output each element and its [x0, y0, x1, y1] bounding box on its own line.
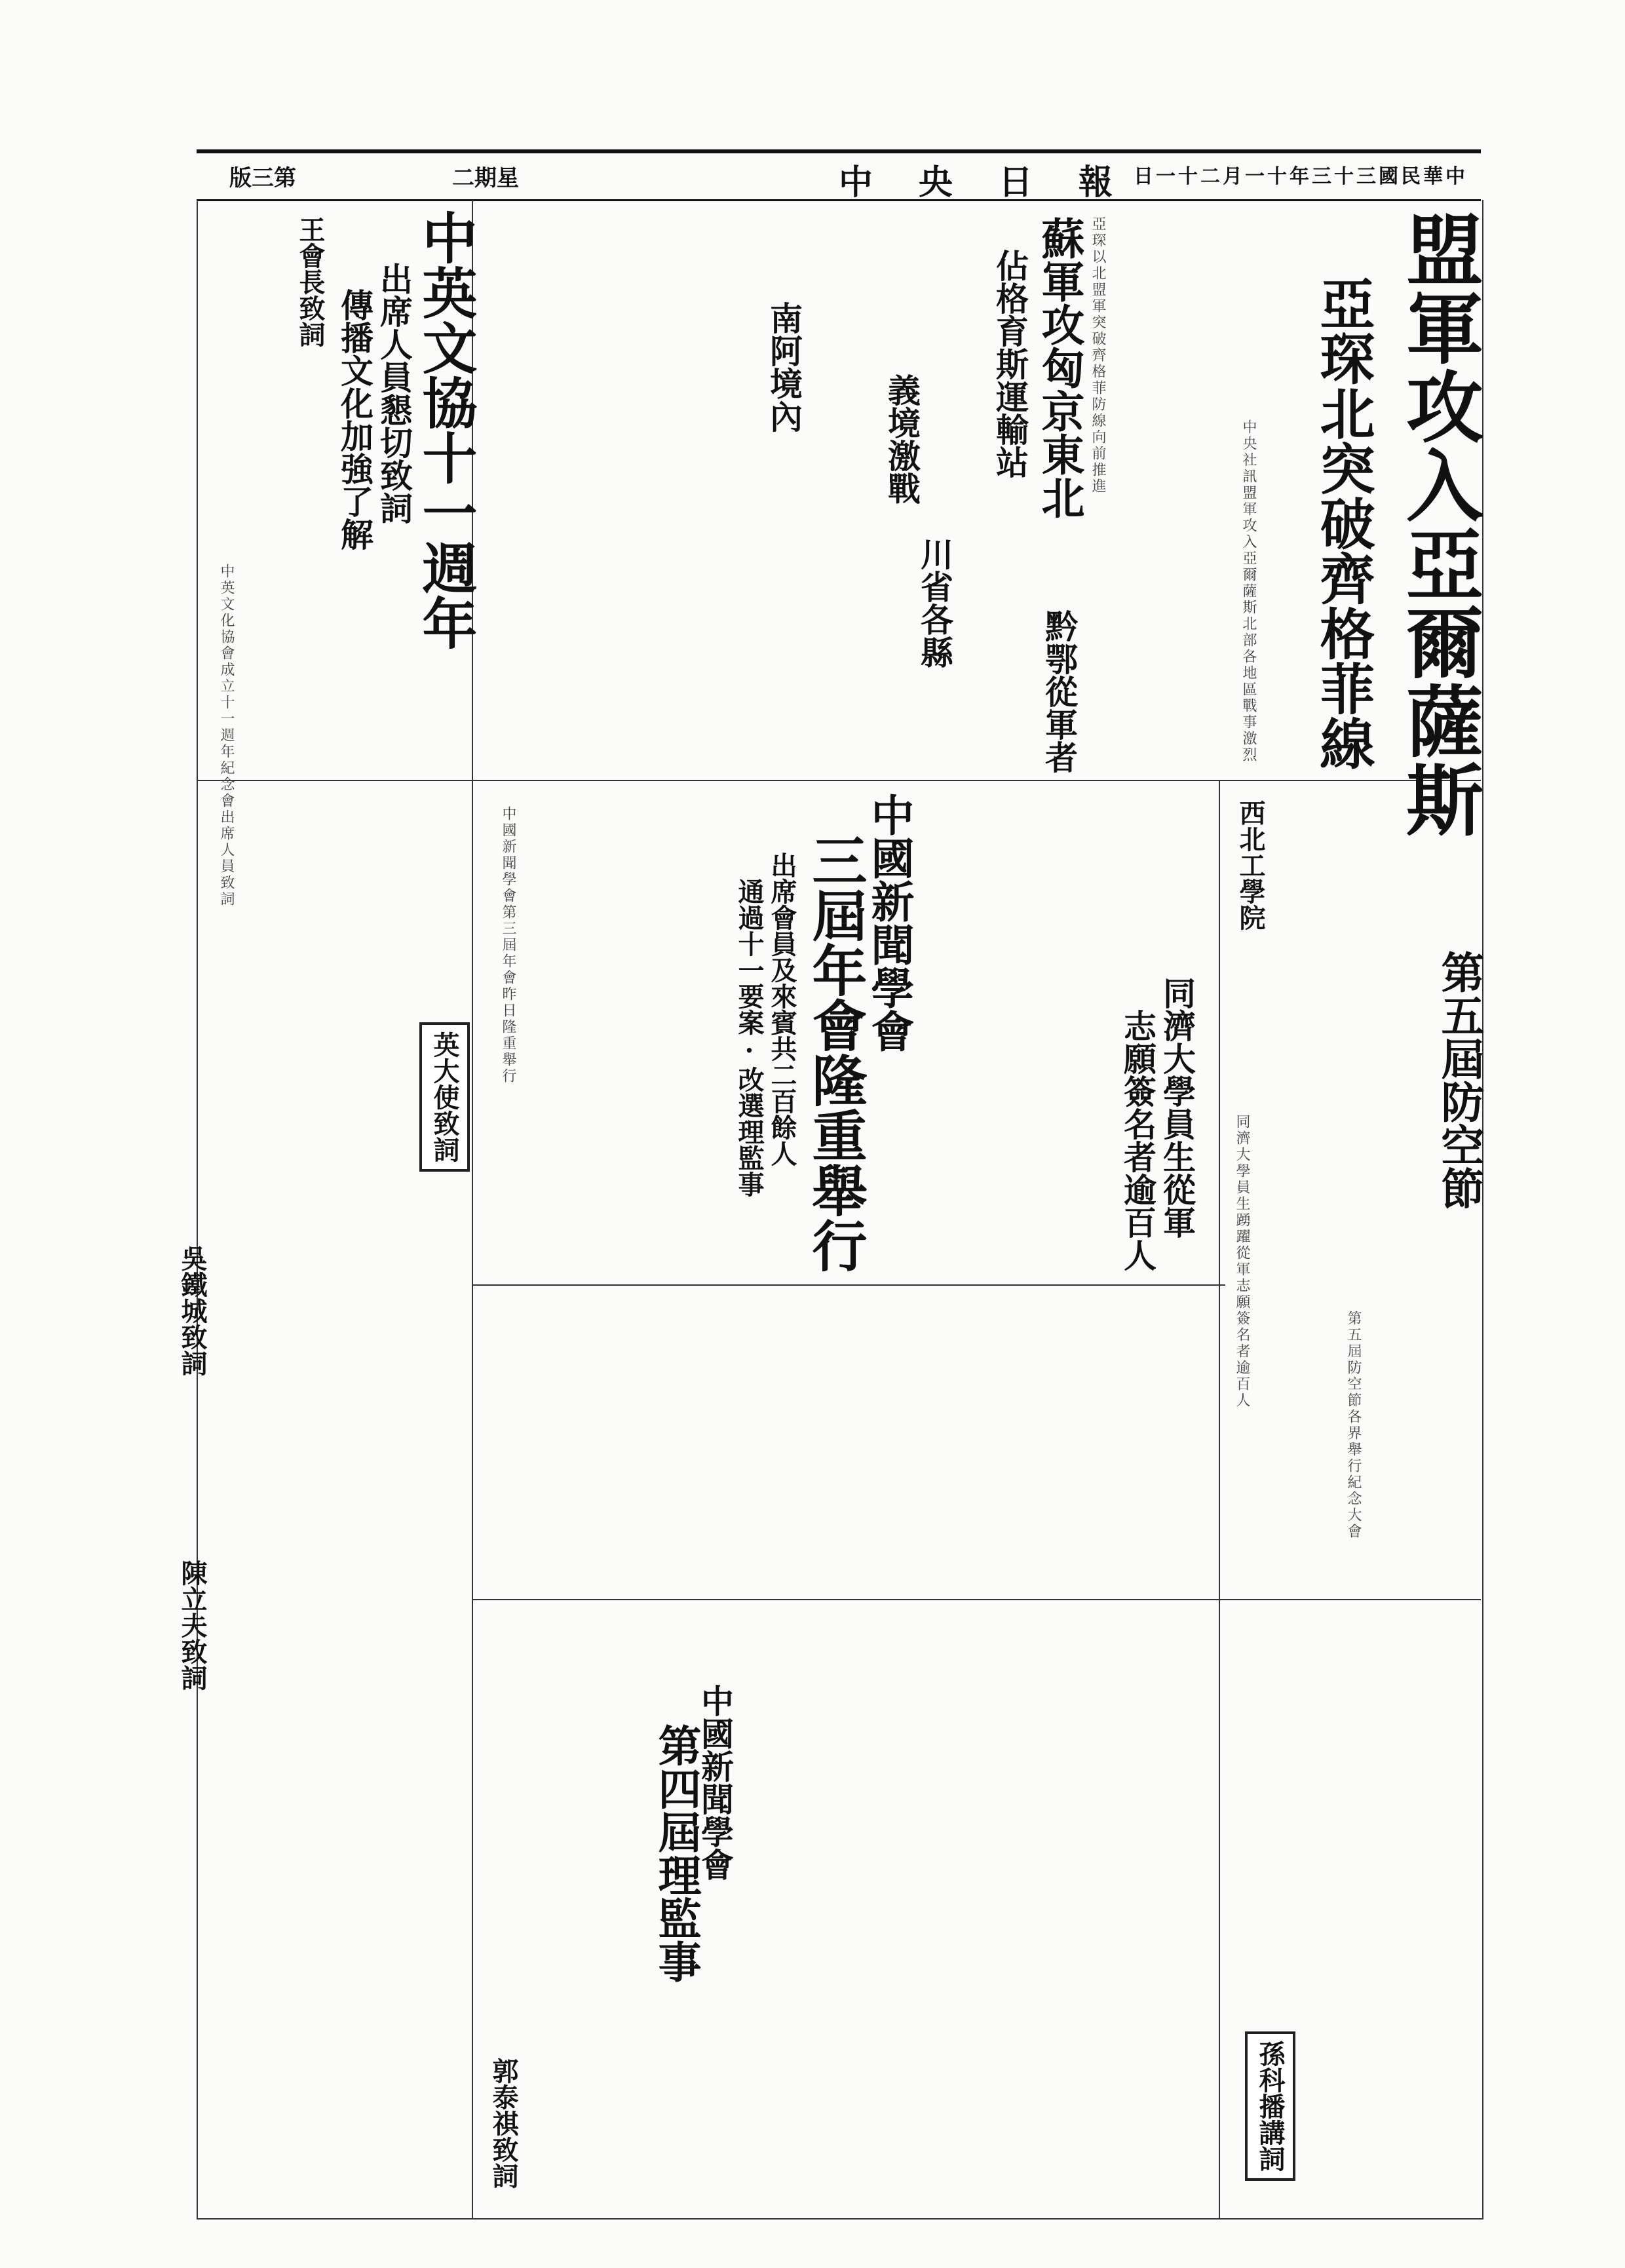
headline-qian-e: 黔鄂從軍者	[1040, 609, 1079, 773]
headline-northwest: 西北工學院	[1235, 799, 1266, 931]
headline-italy: 義境激戰	[883, 374, 921, 505]
headline-sino-british-3: 傳播文化加強了解	[335, 288, 374, 550]
subhead-ambassador: 英大使致詞	[419, 1022, 470, 1172]
article-body: 第五屆防空節各界舉行紀念大會	[1345, 1311, 1362, 1540]
headline-journalism-1: 中國新聞學會	[864, 793, 915, 1052]
masthead	[197, 149, 1481, 201]
subhead-guo: 郭泰祺致詞	[488, 2058, 519, 2189]
headline-journalism-2: 三屆年會隆重舉行	[803, 832, 868, 1273]
headline-tongji-2: 志願簽名者逾百人	[1118, 1009, 1157, 1271]
headline-sino-british-1: 中英文協十一週年	[413, 210, 478, 650]
page-number: 版三第	[229, 165, 296, 191]
article-body: 中國新聞學會第三屆年會昨日隆重舉行	[500, 806, 516, 1085]
headline-directors-1: 中國新聞學會	[696, 1684, 735, 1881]
headline-air-defense: 第五屆防空節	[1434, 950, 1485, 1210]
subhead-sun: 孫科播講詞	[1245, 2031, 1295, 2181]
headline-tongji-1: 同濟大學員生從軍	[1158, 976, 1196, 1239]
headline-main-2: 亞琛北突破齊格菲線	[1311, 275, 1376, 771]
article-body: 中央社訊盟軍攻入亞爾薩斯北部各地區戰事激烈	[1240, 419, 1257, 763]
section-divider	[472, 1599, 1481, 1600]
weekday: 二期星	[452, 165, 519, 191]
subhead-chen: 陳立夫致詞	[177, 1560, 208, 1691]
headline-journalism-4: 通過十一要案·改選理監事	[734, 878, 765, 1197]
headline-soviet-1: 蘇軍攻匈京東北	[1034, 216, 1085, 519]
subhead-wu: 吳鐵城致詞	[177, 1245, 208, 1376]
headline-south-africa: 南阿境內	[765, 301, 803, 432]
column-divider	[1219, 780, 1220, 2218]
headline-sino-british-2: 出席人員懇切致詞	[375, 262, 413, 524]
article-body: 亞琛以北盟軍突破齊格菲防線向前推進	[1090, 216, 1106, 495]
newspaper-title: 中央日報	[839, 163, 1159, 202]
headline-journalism-3: 出席會員及來賓共二百餘人	[767, 852, 797, 1166]
subhead-wang: 王會長致詞	[295, 216, 326, 347]
headline-directors-2: 第四屆理監事	[651, 1723, 702, 1983]
headline-sichuan: 川省各縣	[915, 537, 954, 668]
headline-main-1: 盟軍攻入亞爾薩斯	[1393, 210, 1484, 839]
headline-soviet-2: 佔格育斯運輸站	[991, 249, 1029, 478]
article-body: 同濟大學員生踴躍從軍志願簽名者逾百人	[1234, 1114, 1250, 1409]
section-divider	[197, 780, 1481, 781]
issue-date: 日一十二月一十年三十三國民華中	[1134, 165, 1468, 188]
section-divider	[472, 1284, 1225, 1286]
article-body: 中英文化協會成立十一週年紀念會出席人員致詞	[218, 564, 235, 908]
